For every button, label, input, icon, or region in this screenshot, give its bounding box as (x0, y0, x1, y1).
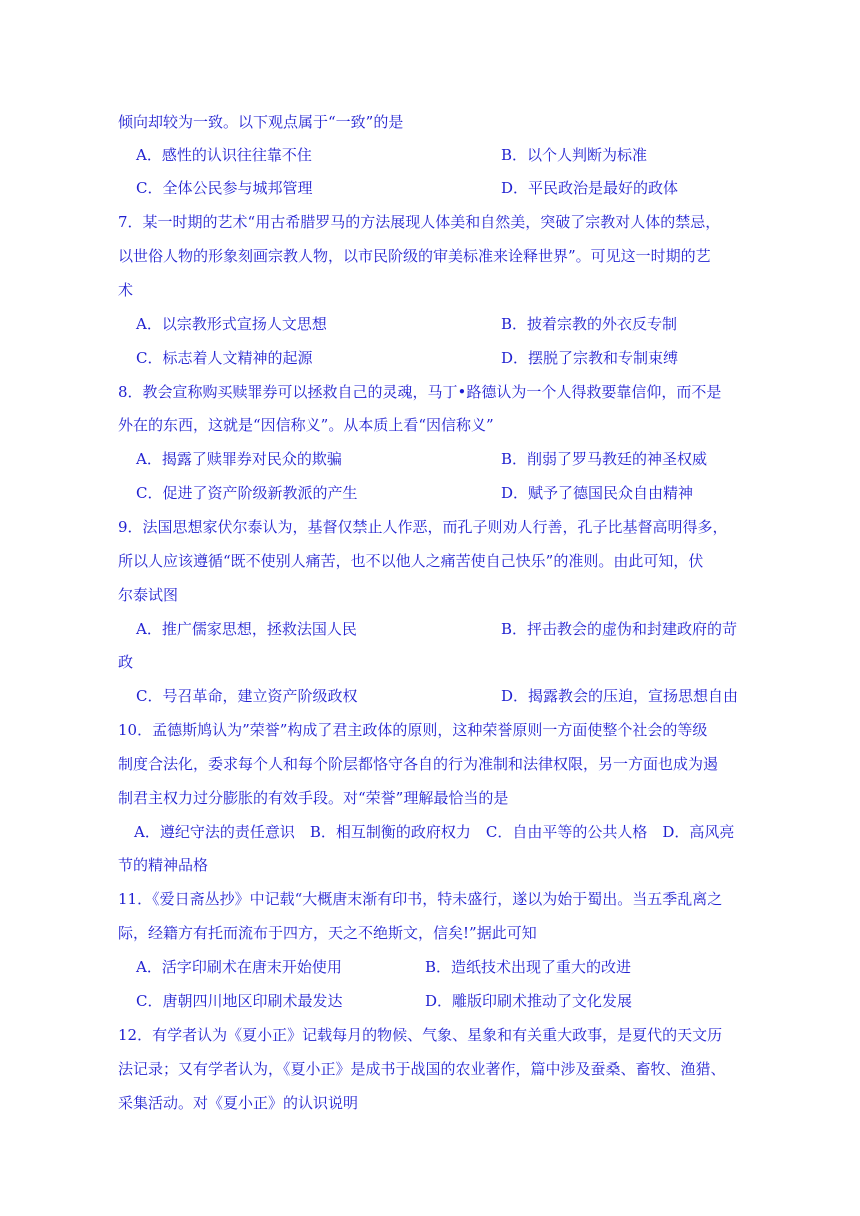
q8-option-d: D．赋予了德国民众自由精神 (501, 484, 694, 502)
question-7-stem-line-3: 术 (118, 281, 134, 299)
question-6-stem-end: 倾向却较为一致。以下观点属于“一致”的是 (118, 113, 404, 131)
question-9-stem-line-1: 9．法国思想家伏尔泰认为，基督仅禁止人作恶，而孔子则劝人行善，孔子比基督高明得多， (118, 518, 728, 536)
question-10-stem-line-2: 制度合法化，委求每个人和每个阶层都恪守各自的行为准制和法律权限，另一方面也成为遏 (118, 755, 719, 773)
question-11-stem-line-1: 11．《爱日斋丛抄》中记载“大概唐末渐有印书，特未盛行，遂以为始于蜀出。当五季乱离之 (118, 890, 723, 908)
q7-option-b: B．披着宗教的外衣反专制 (501, 315, 678, 333)
q11-option-c: C．唐朝四川地区印刷术最发达 (136, 992, 343, 1010)
q9-option-b-continuation: 政 (118, 653, 134, 671)
q11-option-d: D．雕版印刷术推动了文化发展 (425, 992, 633, 1010)
q9-option-a: A．推广儒家思想，拯救法国人民 (136, 620, 357, 638)
q11-option-b: B．造纸技术出现了重大的改进 (425, 958, 632, 976)
question-12-stem-line-3: 采集活动。对《夏小正》的认识说明 (118, 1094, 359, 1112)
q9-option-d: D．揭露教会的压迫，宣扬思想自由 (501, 687, 739, 705)
question-7-stem-line-1: 7．某一时期的艺术“用古希腊罗马的方法展现人体美和自然美，突破了宗教对人体的禁忌， (118, 213, 721, 231)
q11-option-a: A．活字印刷术在唐末开始使用 (136, 958, 342, 976)
q8-option-a: A．揭露了赎罪券对民众的欺骗 (136, 450, 342, 468)
question-12-stem-line-1: 12．有学者认为《夏小正》记载每月的物候、气象、星象和有关重大政事，是夏代的天文历 (118, 1026, 723, 1044)
q8-option-c: C．促进了资产阶级新教派的产生 (136, 484, 358, 502)
q6-option-a: A．感性的认识往往靠不住 (136, 146, 312, 164)
q10-options-continuation: 节的精神品格 (118, 856, 209, 874)
question-9-stem-line-3: 尔泰试图 (118, 586, 179, 604)
q9-option-c: C．号召革命，建立资产阶级政权 (136, 687, 358, 705)
question-10-stem-line-3: 制君主权力过分膨胀的有效手段。对“荣誉”理解最恰当的是 (118, 789, 509, 807)
q6-option-d: D．平民政治是最好的政体 (501, 179, 679, 197)
question-10-stem-line-1: 10．孟德斯鸠认为”荣誉”构成了君主政体的原则，这种荣誉原则一方面使整个社会的等级 (118, 721, 708, 739)
question-12-stem-line-2: 法记录；又有学者认为，《夏小正》是成书于战国的农业著作，篇中涉及蚕桑、畜牧、渔猎、 (118, 1060, 726, 1078)
question-7-stem-line-2: 以世俗人物的形象刻画宗教人物，以市民阶级的审美标准来诠释世界”。可见这一时期的艺 (118, 247, 711, 265)
q6-option-c: C．全体公民参与城邦管理 (136, 179, 313, 197)
q6-option-b: B．以个人判断为标准 (501, 146, 648, 164)
q9-option-b: B．抨击教会的虚伪和封建政府的苛 (501, 620, 738, 638)
q10-options-line: A．遵纪守法的责任意识 B．相互制衡的政府权力 C．自由平等的公共人格 D．高风亮 (134, 823, 735, 841)
q7-option-c: C．标志着人文精神的起源 (136, 349, 313, 367)
q7-option-d: D．摆脱了宗教和专制束缚 (501, 349, 679, 367)
question-9-stem-line-2: 所以人应该遵循“既不使别人痛苦，也不以他人之痛苦使自己快乐”的准则。由此可知，伏 (118, 552, 704, 570)
question-8-stem-line-1: 8．教会宣称购买赎罪券可以拯救自己的灵魂，马丁•路德认为一个人得救要靠信仰，而不是 (118, 383, 722, 401)
q7-option-a: A．以宗教形式宣扬人文思想 (136, 315, 327, 333)
question-11-stem-line-2: 际，经籍方有托而流布于四方，天之不绝斯文，信矣!”据此可知 (118, 924, 537, 942)
question-8-stem-line-2: 外在的东西，这就是“因信称义”。从本质上看“因信称义” (118, 416, 494, 434)
q8-option-b: B．削弱了罗马教廷的神圣权威 (501, 450, 708, 468)
